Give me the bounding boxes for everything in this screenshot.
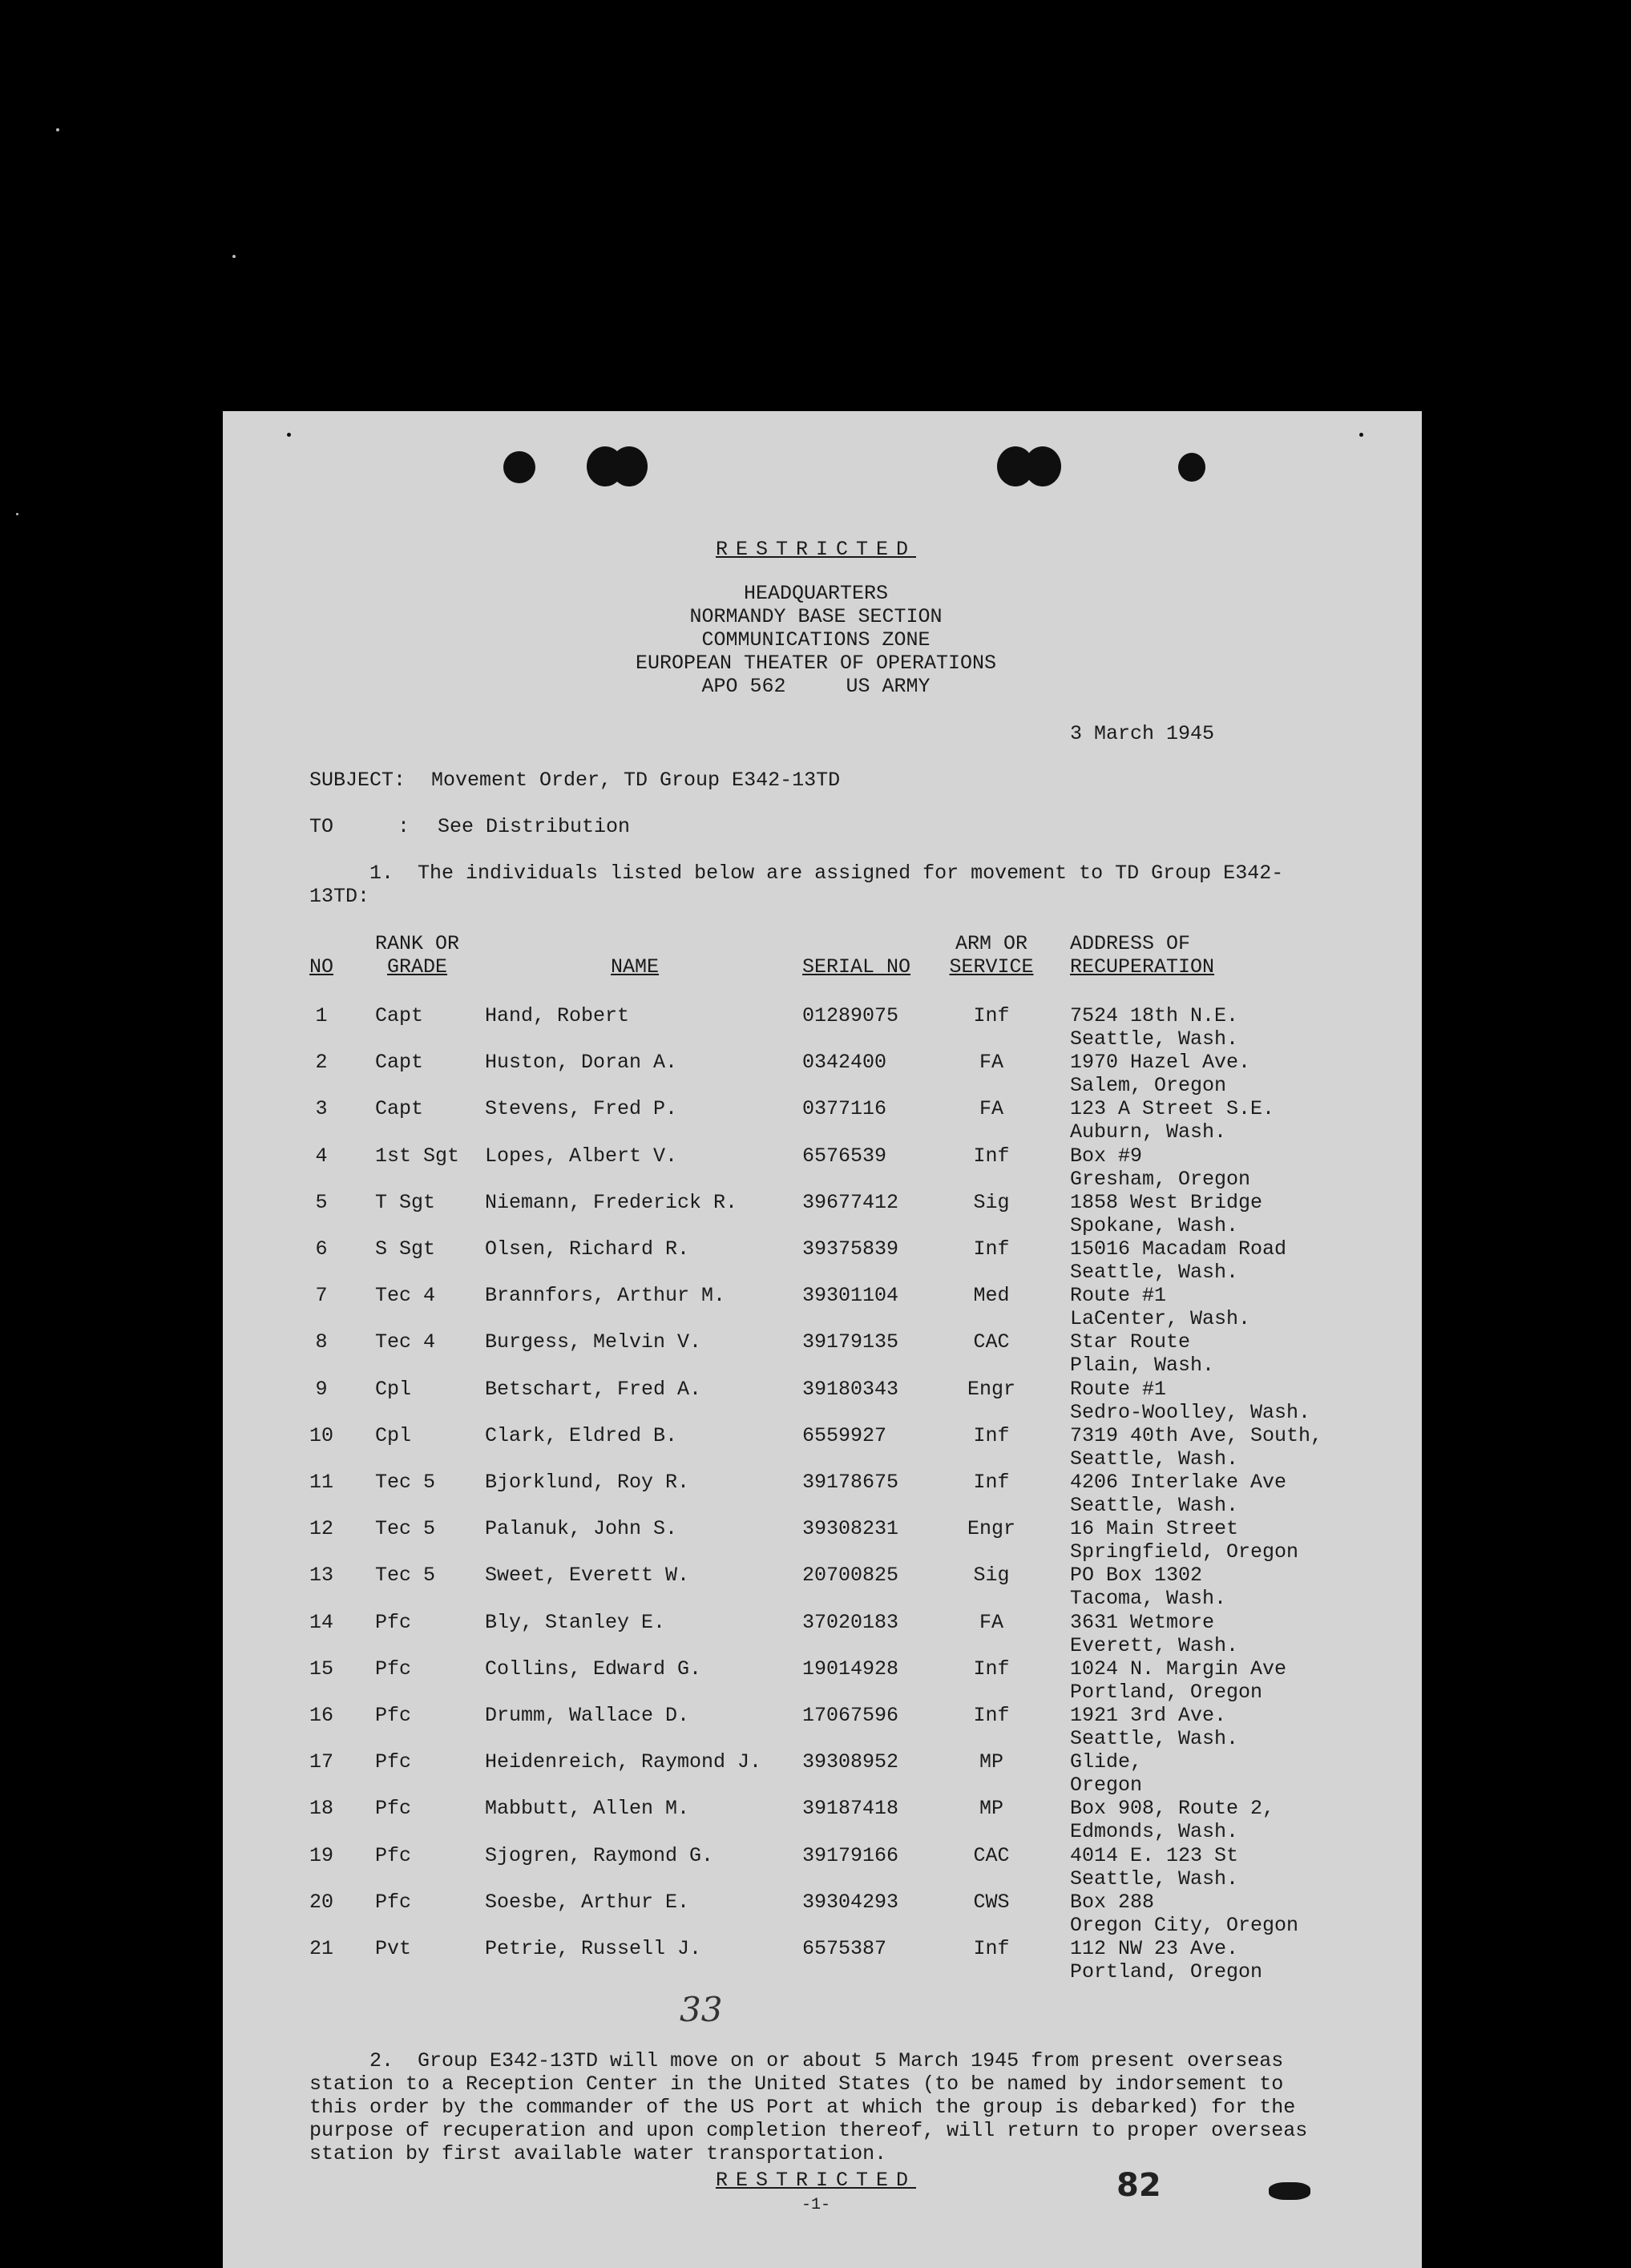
hq-line: EUROPEAN THEATER OF OPERATIONS <box>635 652 997 675</box>
row-address-line2: Spokane, Wash. <box>1070 1213 1239 1237</box>
paragraph-1-line: 1. The individuals listed below are assigned for movement to TD Group E342- <box>309 862 1284 885</box>
row-serial: 39677412 <box>802 1190 899 1214</box>
row-rank: Capt <box>375 1051 424 1075</box>
row-address-line2: Plain, Wash. <box>1070 1354 1215 1378</box>
row-name: Hand, Robert <box>485 1004 630 1027</box>
row-address-line1: 3631 Wetmore <box>1070 1610 1215 1634</box>
row-number: 12 <box>309 1517 334 1541</box>
row-arm: Sig <box>973 1564 1010 1588</box>
row-serial: 39187418 <box>802 1797 899 1821</box>
row-serial: 39304293 <box>802 1890 899 1914</box>
row-rank: Pfc <box>375 1797 412 1821</box>
header-address-top: ADDRESS OF <box>1070 932 1191 955</box>
row-address-line2: Portland, Oregon <box>1070 1680 1263 1704</box>
row-arm: Inf <box>973 1144 1010 1168</box>
header-arm-top: ARM OR <box>955 932 1027 955</box>
row-rank: Pfc <box>375 1657 412 1681</box>
row-address-line2: Seattle, Wash. <box>1070 1261 1239 1284</box>
row-address-line1: Route #1 <box>1070 1284 1167 1308</box>
table-row <box>223 1564 1422 1610</box>
header-rank-bottom: GRADE <box>387 955 448 979</box>
table-row <box>223 1097 1422 1144</box>
paragraph-2-line: this order by the commander of the US Port at which the group is debarked) for the <box>309 2096 1296 2119</box>
row-serial: 6575387 <box>802 1937 887 1960</box>
subject-label: SUBJECT: <box>309 769 406 792</box>
punch-hole <box>503 451 535 483</box>
row-serial: 39308952 <box>802 1750 899 1774</box>
row-serial: 39308231 <box>802 1517 899 1541</box>
row-address-line1: Star Route <box>1070 1330 1191 1354</box>
ink-blot <box>1269 2182 1310 2200</box>
row-number: 21 <box>309 1937 334 1960</box>
row-serial: 39179166 <box>802 1843 899 1867</box>
row-serial: 0377116 <box>802 1097 887 1121</box>
row-address-line2: Oregon City, Oregon <box>1070 1913 1299 1937</box>
row-address-line2: Edmonds, Wash. <box>1070 1820 1239 1844</box>
row-number: 17 <box>309 1750 334 1774</box>
scan-speck <box>16 513 18 515</box>
table-row <box>223 1237 1422 1284</box>
row-serial: 39301104 <box>802 1284 899 1308</box>
row-rank: Capt <box>375 1097 424 1121</box>
table-row <box>223 1891 1422 1937</box>
row-address-line1: 7319 40th Ave, South, <box>1070 1423 1323 1447</box>
row-arm: CAC <box>973 1330 1010 1354</box>
row-name: Burgess, Melvin V. <box>485 1330 702 1354</box>
row-arm: Inf <box>973 1937 1010 1960</box>
row-number: 10 <box>309 1423 334 1447</box>
row-serial: 6576539 <box>802 1144 887 1168</box>
hq-line: COMMUNICATIONS ZONE <box>701 628 931 652</box>
row-number: 11 <box>309 1471 334 1494</box>
row-rank: Pfc <box>375 1704 412 1727</box>
table-row <box>223 1378 1422 1424</box>
table-row <box>223 1611 1422 1657</box>
row-number: 3 <box>315 1097 328 1121</box>
row-name: Soesbe, Arthur E. <box>485 1890 690 1914</box>
to-label: TO <box>309 815 334 838</box>
row-rank: Tec 5 <box>375 1517 436 1541</box>
row-number: 19 <box>309 1843 334 1867</box>
row-number: 20 <box>309 1890 334 1914</box>
row-name: Clark, Eldred B. <box>485 1423 678 1447</box>
row-address-line2: Oregon <box>1070 1774 1143 1798</box>
row-name: Huston, Doran A. <box>485 1051 678 1075</box>
paragraph-2-line: purpose of recuperation and upon completion thereof, will return to proper overseas <box>309 2119 1308 2142</box>
row-rank: S Sgt <box>375 1237 436 1261</box>
row-address-line2: LaCenter, Wash. <box>1070 1307 1251 1331</box>
table-row <box>223 1517 1422 1564</box>
row-serial: 39178675 <box>802 1471 899 1494</box>
row-rank: Pfc <box>375 1610 412 1634</box>
table-header <box>223 932 1422 979</box>
header-arm-bottom: SERVICE <box>949 955 1034 979</box>
row-arm: Inf <box>973 1004 1010 1027</box>
row-name: Betschart, Fred A. <box>485 1377 702 1401</box>
restricted-label: RESTRICTED <box>715 538 917 561</box>
row-arm: Engr <box>967 1517 1015 1541</box>
row-serial: 01289075 <box>802 1004 899 1027</box>
header-serial: SERIAL NO <box>802 955 911 979</box>
row-address-line1: PO Box 1302 <box>1070 1564 1203 1588</box>
row-number: 15 <box>309 1657 334 1681</box>
row-arm: Engr <box>967 1377 1015 1401</box>
row-name: Petrie, Russell J. <box>485 1937 702 1960</box>
table-row <box>223 1051 1422 1097</box>
subject-text: Movement Order, TD Group E342-13TD <box>431 769 841 792</box>
row-rank: Pfc <box>375 1890 412 1914</box>
row-address-line1: 1024 N. Margin Ave <box>1070 1657 1287 1681</box>
row-rank: T Sgt <box>375 1190 436 1214</box>
table-row <box>223 1144 1422 1191</box>
row-number: 14 <box>309 1610 334 1634</box>
row-address-line1: 7524 18th N.E. <box>1070 1004 1239 1027</box>
row-address-line2: Seattle, Wash. <box>1070 1447 1239 1471</box>
row-address-line2: Auburn, Wash. <box>1070 1120 1227 1144</box>
hq-line: HEADQUARTERS <box>743 582 889 605</box>
row-number: 9 <box>315 1377 328 1401</box>
row-address-line2: Gresham, Oregon <box>1070 1167 1251 1191</box>
row-address-line1: Box #9 <box>1070 1144 1143 1168</box>
row-address-line1: 15016 Macadam Road <box>1070 1237 1287 1261</box>
row-name: Palanuk, John S. <box>485 1517 678 1541</box>
row-address-line2: Seattle, Wash. <box>1070 1027 1239 1051</box>
table-row <box>223 1750 1422 1797</box>
table-row <box>223 1330 1422 1377</box>
row-name: Collins, Edward G. <box>485 1657 702 1681</box>
row-serial: 17067596 <box>802 1704 899 1727</box>
row-name: Drumm, Wallace D. <box>485 1704 690 1727</box>
paragraph-2-line: station to a Reception Center in the United States (to be named by indorsement to <box>309 2072 1284 2096</box>
row-address-line1: 4206 Interlake Ave <box>1070 1471 1287 1494</box>
row-rank: Pfc <box>375 1750 412 1774</box>
row-rank: Pvt <box>375 1937 412 1960</box>
row-serial: 0342400 <box>802 1051 887 1075</box>
page-marker: -1- <box>801 2196 830 2214</box>
row-serial: 39179135 <box>802 1330 899 1354</box>
row-number: 7 <box>315 1284 328 1308</box>
row-name: Mabbutt, Allen M. <box>485 1797 690 1821</box>
row-address-line1: Glide, <box>1070 1750 1143 1774</box>
row-address-line1: 16 Main Street <box>1070 1517 1239 1541</box>
row-number: 6 <box>315 1237 328 1261</box>
row-arm: Inf <box>973 1471 1010 1494</box>
row-address-line1: Box 908, Route 2, <box>1070 1797 1275 1821</box>
table-row <box>223 1937 1422 1983</box>
table-row <box>223 1284 1422 1330</box>
row-arm: MP <box>979 1750 1003 1774</box>
table-row <box>223 1004 1422 1051</box>
row-arm: Inf <box>973 1423 1010 1447</box>
row-name: Heidenreich, Raymond J. <box>485 1750 762 1774</box>
table-row <box>223 1797 1422 1843</box>
row-name: Niemann, Frederick R. <box>485 1190 738 1214</box>
table-row <box>223 1657 1422 1704</box>
paper-dot <box>287 433 291 437</box>
row-name: Lopes, Albert V. <box>485 1144 678 1168</box>
row-address-line1: 1858 West Bridge <box>1070 1190 1263 1214</box>
row-serial: 19014928 <box>802 1657 899 1681</box>
punch-hole <box>611 446 648 486</box>
table-row <box>223 1704 1422 1750</box>
order-date: 3 March 1945 <box>1070 722 1215 745</box>
paper-dot <box>1359 433 1363 437</box>
row-number: 16 <box>309 1704 334 1727</box>
row-name: Bjorklund, Roy R. <box>485 1471 690 1494</box>
row-address-line1: 4014 E. 123 St <box>1070 1843 1239 1867</box>
paragraph-2-line: station by first available water transportation. <box>309 2142 887 2165</box>
punch-hole <box>1178 453 1205 482</box>
row-address-line2: Tacoma, Wash. <box>1070 1587 1227 1611</box>
handwritten-count: 33 <box>680 1990 723 2029</box>
row-address-line1: 1970 Hazel Ave. <box>1070 1051 1251 1075</box>
row-name: Bly, Stanley E. <box>485 1610 666 1634</box>
restricted-label: RESTRICTED <box>715 2169 917 2192</box>
row-serial: 37020183 <box>802 1610 899 1634</box>
row-number: 2 <box>315 1051 328 1075</box>
header-rank-top: RANK OR <box>375 932 460 955</box>
stamped-page-number: 82 <box>1116 2167 1161 2204</box>
row-rank: Pfc <box>375 1843 412 1867</box>
paragraph-2-line: 2. Group E342-13TD will move on or about 5 March 1945 from present overseas <box>309 2049 1284 2072</box>
hq-line: APO 562 US ARMY <box>701 675 931 698</box>
row-address-line1: 112 NW 23 Ave. <box>1070 1937 1239 1960</box>
row-arm: Inf <box>973 1237 1010 1261</box>
row-rank: Tec 4 <box>375 1284 436 1308</box>
row-arm: Inf <box>973 1704 1010 1727</box>
scan-speck <box>232 255 236 258</box>
row-rank: Capt <box>375 1004 424 1027</box>
row-arm: CAC <box>973 1843 1010 1867</box>
row-rank: Cpl <box>375 1423 412 1447</box>
table-row <box>223 1424 1422 1471</box>
row-address-line2: Springfield, Oregon <box>1070 1540 1299 1564</box>
row-name: Brannfors, Arthur M. <box>485 1284 726 1308</box>
row-number: 18 <box>309 1797 334 1821</box>
row-serial: 39375839 <box>802 1237 899 1261</box>
classification-bottom <box>216 2169 1415 2192</box>
row-serial: 39180343 <box>802 1377 899 1401</box>
row-address-line2: Salem, Oregon <box>1070 1074 1227 1098</box>
row-rank: 1st Sgt <box>375 1144 460 1168</box>
row-number: 5 <box>315 1190 328 1214</box>
row-arm: Sig <box>973 1190 1010 1214</box>
row-rank: Cpl <box>375 1377 412 1401</box>
row-number: 4 <box>315 1144 328 1168</box>
row-number: 13 <box>309 1564 334 1588</box>
row-number: 1 <box>315 1004 328 1027</box>
row-address-line2: Seattle, Wash. <box>1070 1494 1239 1517</box>
row-address-line1: 1921 3rd Ave. <box>1070 1704 1227 1727</box>
row-arm: Med <box>973 1284 1010 1308</box>
row-address-line2: Seattle, Wash. <box>1070 1866 1239 1891</box>
row-name: Olsen, Richard R. <box>485 1237 690 1261</box>
row-rank: Tec 4 <box>375 1330 436 1354</box>
row-serial: 6559927 <box>802 1423 887 1447</box>
row-address-line1: 123 A Street S.E. <box>1070 1097 1275 1121</box>
row-arm: MP <box>979 1797 1003 1821</box>
paragraph-1-line: 13TD: <box>309 885 370 908</box>
table-row <box>223 1191 1422 1237</box>
row-name: Stevens, Fred P. <box>485 1097 678 1121</box>
row-arm: CWS <box>973 1890 1010 1914</box>
to-text: See Distribution <box>438 815 631 838</box>
row-address-line2: Seattle, Wash. <box>1070 1727 1239 1750</box>
row-arm: FA <box>979 1051 1003 1075</box>
to-separator: : <box>398 815 410 838</box>
row-address-line1: Route #1 <box>1070 1377 1167 1401</box>
table-row <box>223 1471 1422 1517</box>
punch-hole <box>1024 446 1061 486</box>
row-address-line2: Sedro-Woolley, Wash. <box>1070 1400 1311 1424</box>
document-page <box>223 411 1422 2268</box>
hq-block <box>216 582 1415 698</box>
row-name: Sjogren, Raymond G. <box>485 1843 714 1867</box>
row-serial: 20700825 <box>802 1564 899 1588</box>
row-arm: FA <box>979 1610 1003 1634</box>
header-address-bottom: RECUPERATION <box>1070 955 1215 979</box>
row-arm: FA <box>979 1097 1003 1121</box>
row-address-line2: Portland, Oregon <box>1070 1960 1263 1983</box>
row-arm: Inf <box>973 1657 1010 1681</box>
row-name: Sweet, Everett W. <box>485 1564 690 1588</box>
hq-line: NORMANDY BASE SECTION <box>689 605 943 628</box>
row-number: 8 <box>315 1330 328 1354</box>
scan-speck <box>56 128 59 131</box>
row-rank: Tec 5 <box>375 1564 436 1588</box>
classification-top <box>216 538 1415 561</box>
header-no: NO <box>309 955 334 979</box>
row-address-line1: Box 288 <box>1070 1890 1155 1914</box>
row-rank: Tec 5 <box>375 1471 436 1494</box>
table-row <box>223 1844 1422 1891</box>
row-address-line2: Everett, Wash. <box>1070 1633 1239 1657</box>
header-name: NAME <box>611 955 660 979</box>
